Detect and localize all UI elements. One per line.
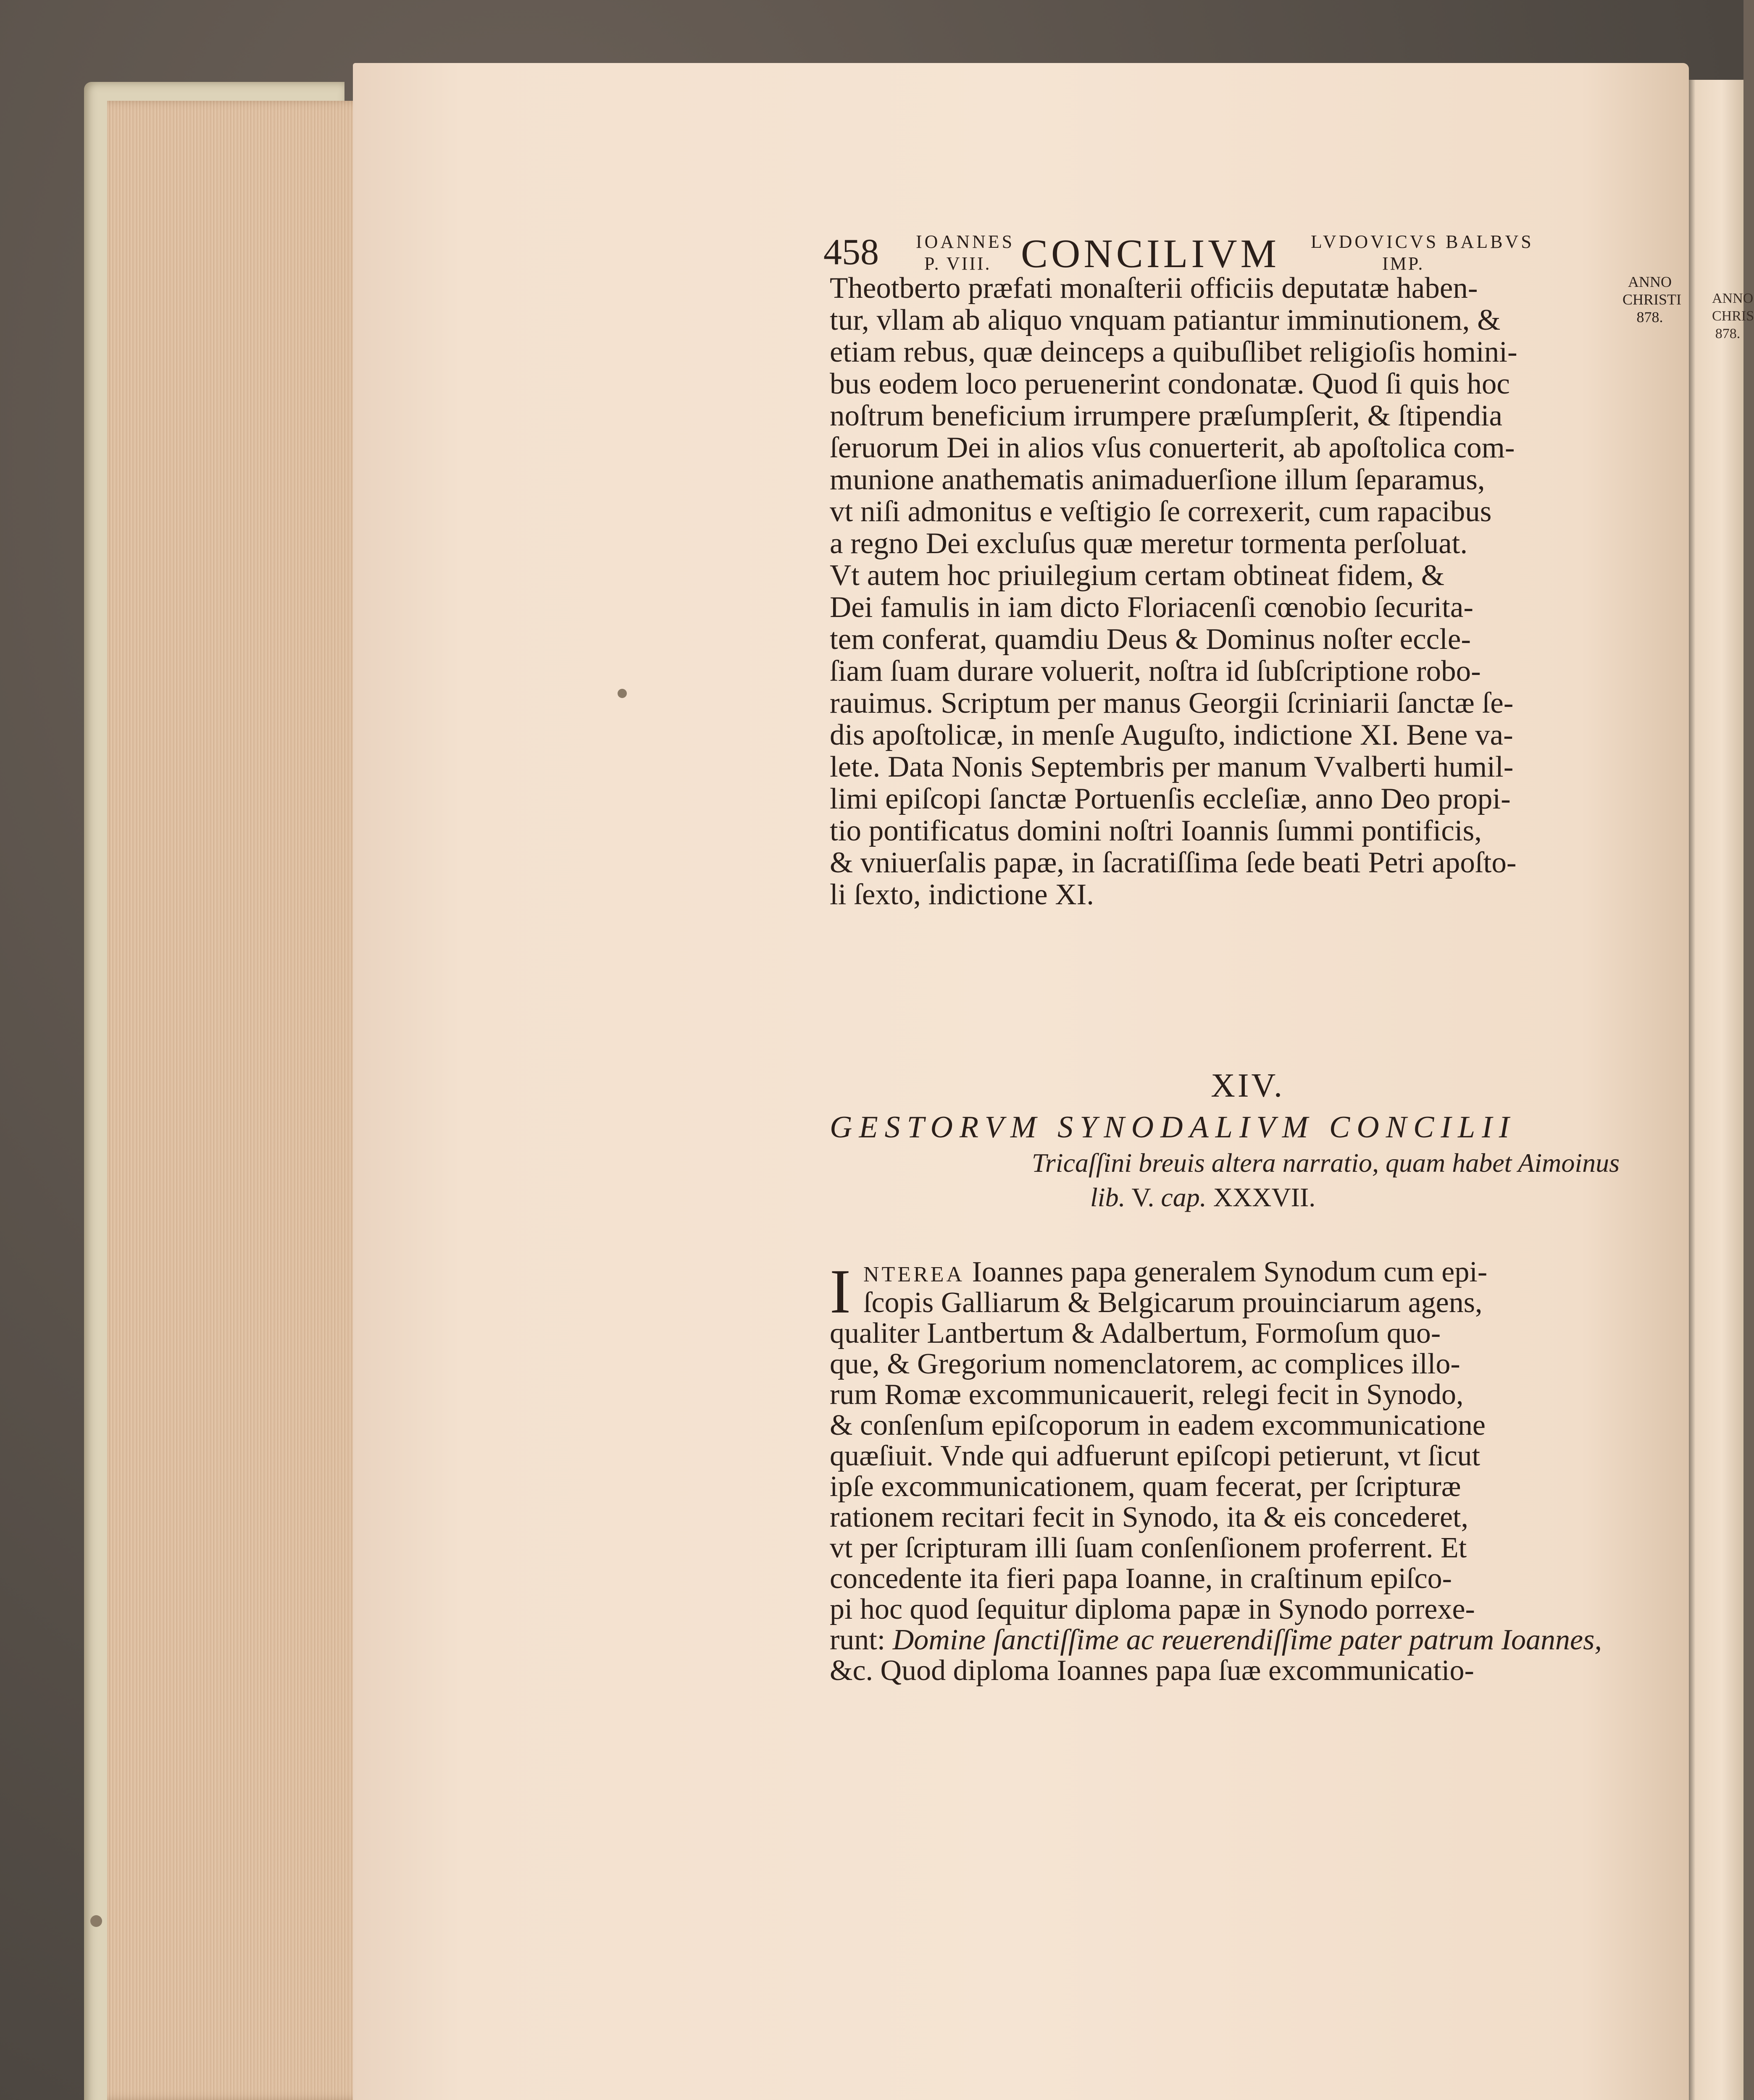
text-line: vt niſi admonitus e veſtigio ſe correxerit, cum rapacibus (830, 495, 1492, 528)
section-title-line3 (830, 1180, 1641, 1215)
text-line: & conſenſum epiſcoporum in eadem excommunicatione (830, 1409, 1486, 1441)
section-ref-lib: lib. (1090, 1182, 1126, 1212)
text-line: &c. Quod diploma Ioannes papa ſuæ excommunicatio- (830, 1654, 1474, 1687)
header-left-line2: P. VIII. (924, 253, 991, 274)
header-left-line1: IOANNES (916, 231, 1015, 252)
facing-page-margin-note (1712, 290, 1754, 343)
text-line: tio pontificatus domini noſtri Ioannis ſummi pontificis, (830, 814, 1482, 847)
section-title-line1: GESTORVM SYNODALIVM CONCILII (830, 1110, 1516, 1144)
text-line: que, & Gregorium nomenclatorem, ac complices illo- (830, 1348, 1460, 1380)
text-line: a regno Dei excluſus quæ meretur tormenta perſoluat. (830, 527, 1468, 560)
text-line: tem conferat, quamdiu Deus & Dominus noſter eccle- (830, 623, 1471, 656)
header-title: CONCILIVM (1021, 231, 1280, 276)
text-line: pi hoc quod ſequitur diploma papæ in Synodo porrexe- (830, 1593, 1475, 1625)
section-ref-cap: cap. (1161, 1182, 1207, 1212)
page-number: 458 (823, 232, 879, 273)
section-heading (830, 1063, 1641, 1215)
text-line: vt per ſcripturam illi ſuam conſenſionem proferrent. Et (830, 1532, 1467, 1564)
opening-rest: Ioannes papa generalem Synodum cum epi- (965, 1256, 1488, 1288)
text-line: noſtrum beneficium irrumpere præſumpſerit, & ſtipendia (830, 399, 1503, 432)
text-line: tur, vllam ab aliquo vnquam patiantur imminutionem, & (830, 304, 1501, 336)
body-text (830, 272, 1641, 911)
text-line: concedente ita fieri papa Ioanne, in craſtinum epiſco- (830, 1562, 1452, 1595)
margin-note-line: ANNO (1628, 273, 1672, 290)
facing-note-line: 878. (1715, 326, 1741, 341)
italic-quotation: Domine ſanctiſſime ac reuerendiſſime pater patrum Ioannes, (892, 1624, 1602, 1656)
running-header (823, 223, 1580, 276)
header-right-line1: LVDOVICVS BALBVS (1311, 231, 1534, 252)
facing-page-edge (1689, 80, 1754, 2100)
drop-initial: I (830, 1257, 851, 1326)
text-line: quæſiuit. Vnde qui adfuerunt epiſcopi petierunt, vt ſicut (830, 1440, 1481, 1472)
text-line: & vniuerſalis papæ, in ſacratiſſima ſede beati Petri apoſto- (830, 846, 1517, 879)
text-line: Theotberto præfati monaſterii officiis deputatæ haben- (830, 272, 1478, 304)
text-line: dis apoſtolicæ, in menſe Auguſto, indictione XI. Bene va- (830, 719, 1513, 751)
text-line: ipſe excommunicationem, quam fecerat, per ſcripturæ (830, 1470, 1461, 1503)
text-line: munione anathematis animaduerſione illum ſeparamus, (830, 463, 1485, 496)
text-line: rum Romæ excommunicauerit, relegi fecit in Synodo, (830, 1378, 1464, 1411)
text-line: Dei famulis in iam dicto Floriacenſi cœnobio ſecurita- (830, 591, 1473, 624)
text-line: bus eodem loco peruenerint condonatæ. Quod ſi quis hoc (830, 368, 1510, 400)
facing-note-line: CHRIS (1712, 308, 1754, 324)
body-text-2 (830, 1257, 1641, 1686)
text-line: ſcopis Galliarum & Belgicarum prouinciarum agens, (863, 1286, 1483, 1319)
page-stack-edge (107, 101, 368, 2100)
text-line: lete. Data Nonis Septembris per manum Vvalberti humil- (830, 751, 1514, 783)
text-line (830, 1625, 1641, 1655)
facing-note-line: ANNO (1712, 291, 1754, 306)
text-line: ſeruorum Dei in alios vſus conuerterit, ab apoſtolica com- (830, 431, 1515, 464)
section-title-line2: Tricaſſini breuis altera narratio, quam habet Aimoinus (1031, 1148, 1620, 1178)
margin-note-line: 878. (1636, 309, 1663, 326)
section-numeral: XIV. (1211, 1067, 1285, 1104)
text-line: rauimus. Scriptum per manus Georgii ſcriniarii ſanctæ ſe- (830, 687, 1514, 719)
text-line: limi epiſcopi ſanctæ Portuenſis eccleſiæ, anno Deo propi- (830, 782, 1511, 815)
section-ref-chapter: XXXVII. (1213, 1182, 1316, 1212)
text-line: ſiam ſuam durare voluerit, noſtra id ſubſcriptione robo- (830, 655, 1481, 688)
margin-note-line: CHRISTI (1623, 291, 1682, 308)
header-right-line2: IMP. (1382, 253, 1425, 274)
text-line (830, 1257, 1641, 1287)
text-line: li ſexto, indictione XI. (830, 878, 1094, 911)
text-line: etiam rebus, quæ deinceps a quibuſlibet religioſis homini- (830, 336, 1517, 368)
text-line: Vt autem hoc priuilegium certam obtineat fidem, & (830, 559, 1444, 592)
line-start: runt: (830, 1624, 893, 1656)
stain-spot (90, 1915, 102, 1927)
section-ref-book: V. (1131, 1182, 1154, 1212)
opening-smallcaps: NTEREA (863, 1263, 965, 1286)
text-line: qualiter Lantbertum & Adalbertum, Formoſum quo- (830, 1317, 1441, 1349)
text-line: rationem recitari fecit in Synodo, ita & eis concederet, (830, 1501, 1468, 1533)
ink-spot (618, 689, 627, 698)
